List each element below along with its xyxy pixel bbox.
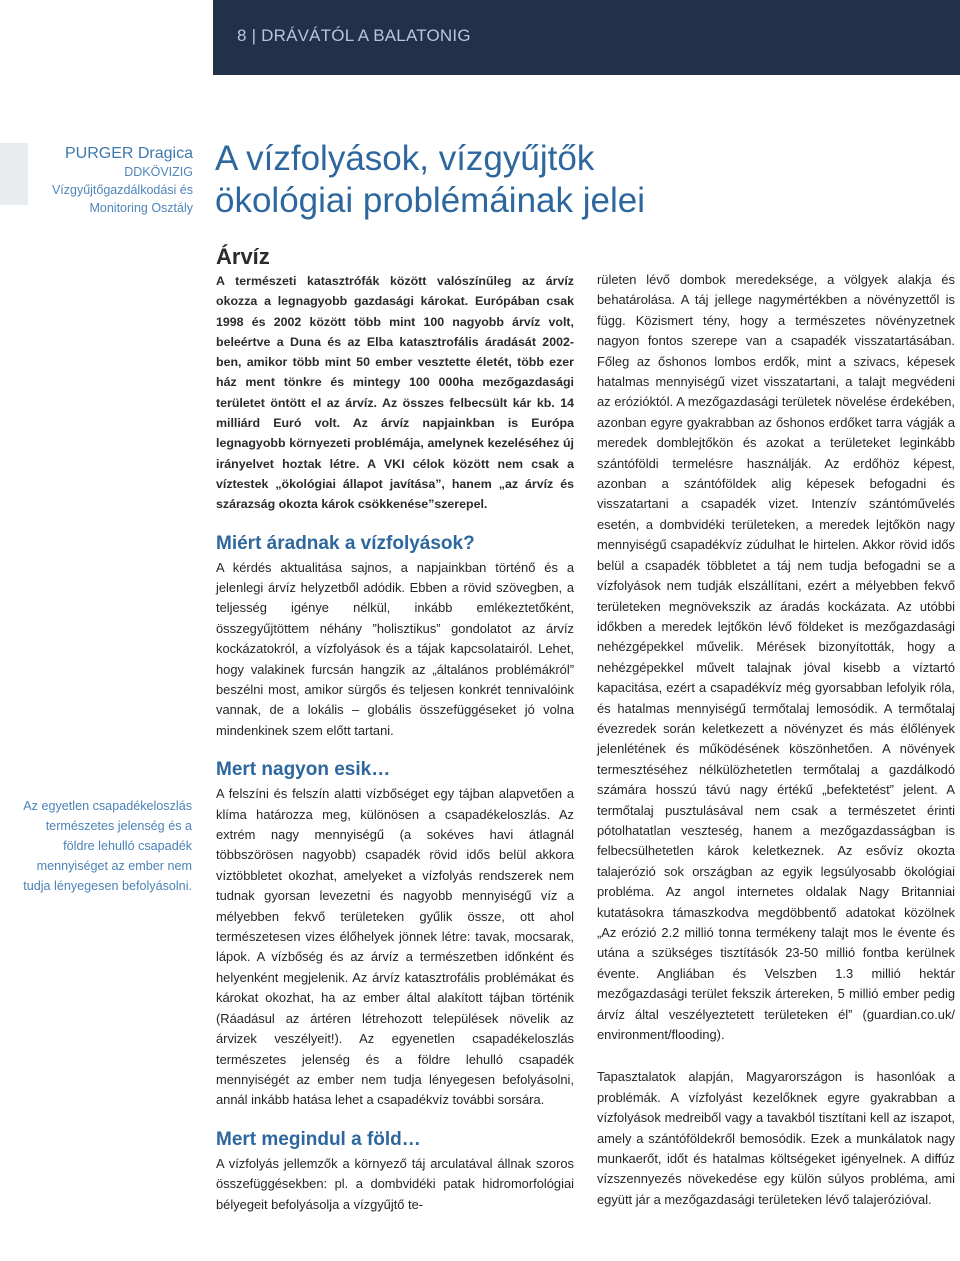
- paragraph-why: A kérdés aktualitása sajnos, a napjainkban történő és a jelenlegi árvíz helyzetből adódik. Ebben a rövid szövegben, a teljesség igénye nélkül, inkább emlékeztetőként, összegyűjtöttem néhány ”holisztikus” gondolatot az árvíz kockázatokról, a vízfolyások és a tájak kapcsolatairól. Lehet, hogy valakinek furcsán hangzik az „általános problémákról” beszélni most, amikor sürgős és teljesen konkrét tennivalóink vannak, de a lokális – globális összefüggéseket jó volna mindenkinek szem előtt tartani.: [216, 559, 574, 738]
- article-title-line1: A vízfolyások, vízgyűjtők: [215, 139, 595, 178]
- paragraph-land: A vízfolyás jellemzők a környező táj arculatával állnak szoros összefüggésekben: pl. a dombvidéki patak hidromorfológiai bélyegeit befolyásolja a vízgyűjtő te-: [216, 1155, 574, 1212]
- section-heading-why: Miért áradnak a vízfolyások?: [216, 532, 475, 554]
- middle-column: [216, 243, 574, 1215]
- article-title-line2: ökológiai problémáinak jelei: [215, 181, 645, 220]
- author-dept-line1: Vízgyűjtőgazdálkodási és: [51, 183, 193, 197]
- sidebar-pull-quote: Az egyetlen csapadékeloszlás természetes jelenség és a földre lehulló csapadék mennyiséget az ember nem tudja lényegesen befolyásolni.: [23, 799, 192, 893]
- page-header-label: 8 | DRÁVÁTÓL A BALATONIG: [237, 26, 471, 45]
- right-column: [597, 270, 955, 1210]
- article-title: [215, 138, 645, 222]
- paragraph-right-1: rületen lévő dombok meredeksége, a völgyek alakja és behatárolása. A táj jellege nagymértékben a növényzettől is függ. Közismert tény, hogy a természetes növényzetnek nagyon fontos szerepe van a csapadék visszatartásában. Főleg az őshonos lombos erdők, mint a szivacs, képesek hatalmas mennyiségű vizet visszatartani, a talajt megvédeni az erózióktól. A mezőgazdasági területek növelése érdekében, azonban egyre gyakrabban az őshonos erdőket tarra vágják a meredek domblejtőkön és azokat a területeket leginkább szántóföldi termelésre használják. Az erdőhöz képest, azonban a szántóföldek alig képesek befogadni és visszatartani a csapadék vizet. Intenzív szántóművelés esetén, a dombvidéki területeken, a meredek lejtőkön nagy mennyiségű csapadékvíz zúdulhat le hirtelen. Akkor rövid idős belül a csapadék többletet a táj nem tudja befogadni se a vízfolyások nem tudják elszállítani, ezért a mélyebben fekvő területeken megnövekszik az áradás kockázata. Az utóbbi időkben a meredek lejtőkön lévő földeket is mezőgazdasági nehézgépekkel művelik. Mérések bizonyították, hogy a nehézgépekkel művelt talajnak jóval kisebb a víztartó kapacitása, ezért a csapadékvíz még gyorsabban lefolyik róla, és hatalmas mennyiségű termőtalaj lemosódik. A termőtalaj évezredek során keletkezett a növényzet és más élőlények jelenlétének és működésének köszönhetően. A növények termesztéséhez nélkülözhetetlen termőtalaj a gazdálkodó számára hosszú távú nagy értékű „befektetést” jelent. A termőtalaj pusztulásával nem csak a természetet érinti pótolhatatlan veszteség, hanem a mezőgazdasságban is felbecsülhetetlen károk keletkeznek. Az esővíz okozta talajerózió sok országban az egyik legsúlyosabb ökológiai probléma. Az angol internetes oldalak Nagy Britanniai kutatásokra támaszkodva megdöbbentő adatokat közölnek „Az erózió 2.2 millió tonna termékeny talajt mos le évente és utána a szükséges tisztításók 23-50 millió fontba kerülnek évente. Angliában és Velszben 1.3 millió hektár mezőgazdasági terület fekszik ártereken, 5 millió ember pedig árvíz által veszélyeztetett területeken él” (guardian.co.uk/ environment/flooding).: [597, 272, 955, 1043]
- author-org: DDKÖVIZIG: [124, 165, 193, 179]
- paragraph-rain: A felszíni és felszín alatti vízbőséget egy tájban alapvetően a klíma határozza meg, különösen a csapadékeloszlás. Az extrém nagy mennyiségű (a sokéves havi átlagnál többszörösen nagyobb) csapadék rövid idős belül akkora víztöbbletet okozhat, amelyeket a vízfolyás rendszerek nem tudnak gyorsan levezetni és nagyobb mennyiségű víz a mélyebben fekvő területeken gyűlik össze, ott ahol természetesen vizes élőhelyek jönnek létre: tavak, mocsarak, lápok. A vízbőség és az árvíz a természetben időnként és helyenként megjelenik. Az árvíz katasztrofális problémákat és károkat okozhat, ha az ember által alakított tájban történik (Ráadásul az ártéren létrehozott települések növelik az árvizek veszélyeit!). Az egyenetlen csapadékeloszlás természetes jelenség és a földre lehulló csapadék mennyiségét az ember nem tudja lényegesen befolyásolni, annál inkább hatása lehet a csapadékvíz további sorsára.: [216, 786, 574, 1108]
- paragraph-right-2: Tapasztalatok alapján, Magyarországon is hasonlóak a problémák. A vízfolyást kezelőknek egyre gyakrabban a vízfolyások medreiből vagy a tavakból tisztítani kell az iszapot, amely a szántóföldekről bemosódik. Ezek a munkálatok nagy munkaerőt, időt és hatalmas költségeket igényelnek. A diffúz vízszennyezés növekedése egy külön súlyos probléma, ami együtt jár a mezőgazdasági területeken lévő talajerózióval.: [597, 1069, 955, 1207]
- author-dept-line2: Monitoring Osztály: [89, 201, 193, 215]
- decorative-block: [0, 143, 28, 205]
- section-heading-arviz: Árvíz: [216, 244, 270, 269]
- section-heading-rain: Mert nagyon esik…: [216, 759, 391, 781]
- author-block: [52, 145, 193, 217]
- lead-paragraph: A természeti katasztrófák között valószínűleg az árvíz okozza a legnagyobb gazdasági károkat. Európában csak 1998 és 2002 között több mint 100 nagyobb árvíz volt, beleértve a Duna és az Elba katasztrofális áradását 2002-ben, amikor több mint 50 ember vesztette életét, több ezer ház ment tönkre és mintegy 100 000ha mezőgazdasági területet öntött el az árvíz. Az összes felbecsült kár kb. 14 milliárd Euró volt. Az árvíz napjainkban is Európa legnagyobb környezeti problémája, amelynek kezeléséhez új irányelvet hoztak létre. A VKI célok között nem csak a víztestek „ökológiai állapot javítása”, hanem „az árvíz és szárazság okozta károk csökkenése”szerepel.: [216, 274, 574, 512]
- section-heading-land: Mert megindul a föld…: [216, 1128, 421, 1150]
- author-name: PURGER Dragica: [64, 145, 193, 162]
